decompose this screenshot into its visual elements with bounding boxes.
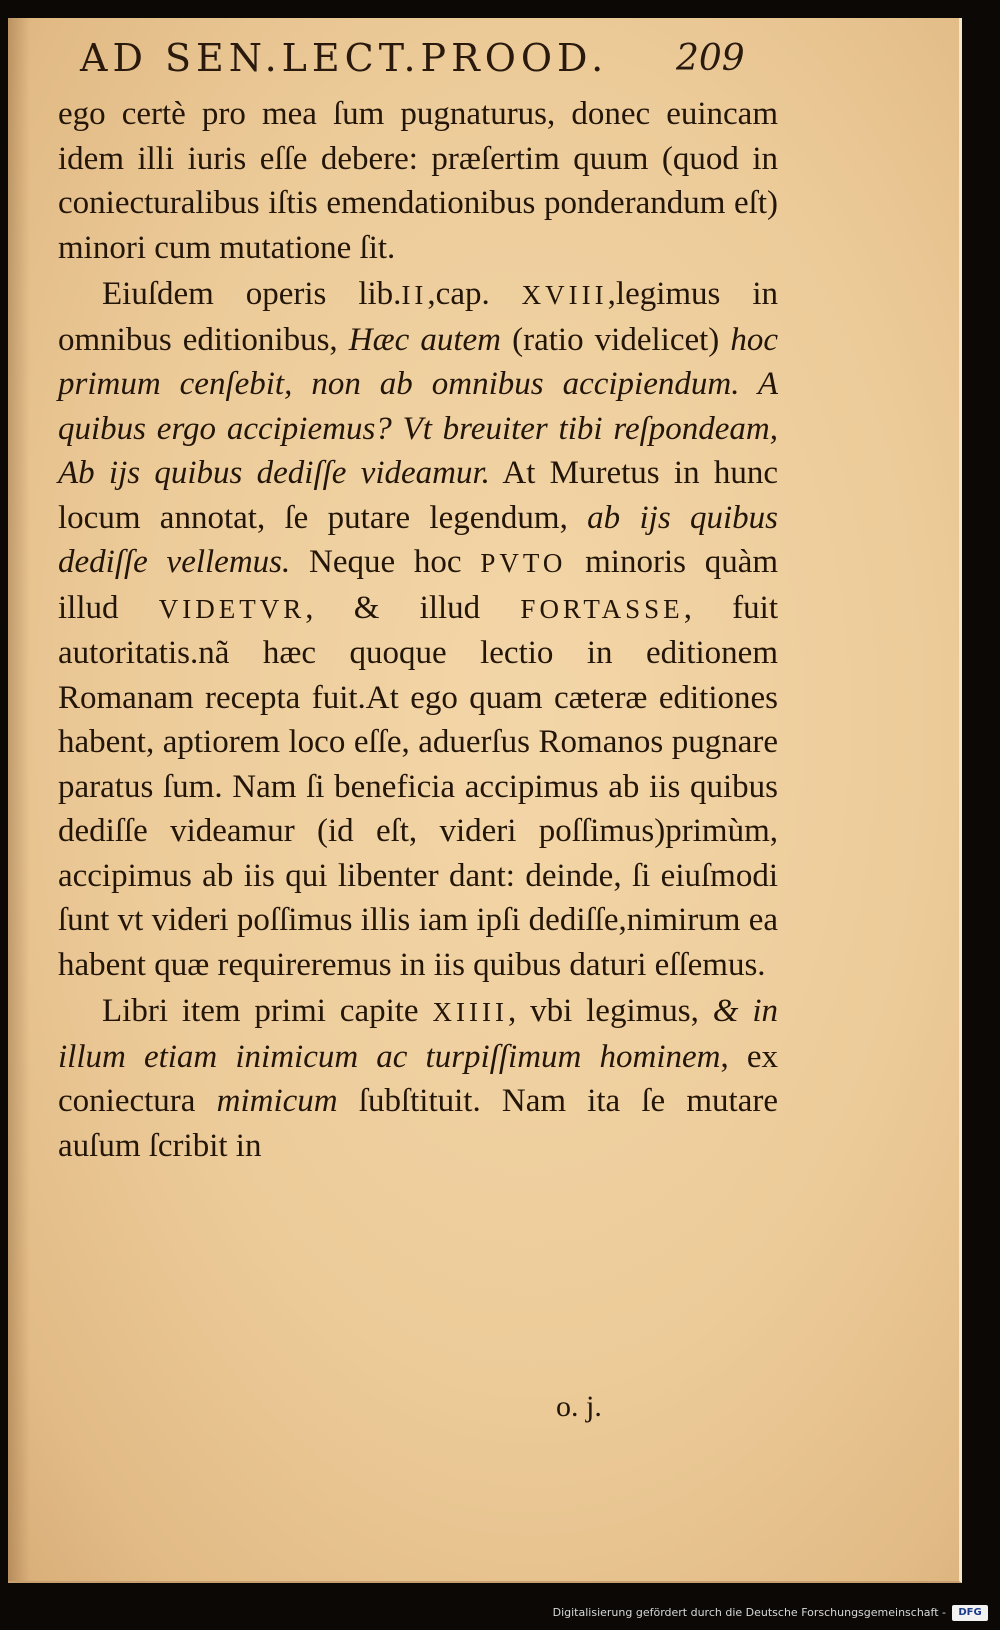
- p2-text-m: minoris quàm illud: [58, 544, 779, 626]
- p2-word-fortasse: FORTASSE: [520, 593, 684, 624]
- p2-text-o: , & illud: [305, 589, 481, 626]
- p2-text-g: (ratio videlicet): [512, 321, 720, 358]
- p3-text-c: , vbi legimus,: [507, 993, 699, 1029]
- p2-text-a: Eiuſdem operis lib.: [102, 276, 402, 312]
- funding-credit: Digitalisierung gefördert durch die Deutsche Forschungsgemeinschaft -: [552, 1606, 946, 1619]
- paragraph-3: [58, 989, 778, 1168]
- page-gutter-shadow: [8, 18, 30, 1581]
- p3-text-a: Libri item primi capite: [102, 993, 419, 1029]
- p3-quote-f: mimicum: [216, 1083, 338, 1119]
- paragraph-2: [58, 272, 778, 987]
- p3-numeral-chapter: XIIII: [432, 997, 508, 1027]
- page-number: 209: [676, 38, 745, 79]
- p2-text-e: ,legimus in omnibus editionibus,: [58, 276, 779, 358]
- p2-quote-f: Hæc autem: [348, 321, 502, 358]
- paragraph-1: [58, 92, 778, 270]
- p2-quote-h: hoc primum cenſebit, non ab omnibus accipiendum. A quibus ergo accipiemus? Vt breuiter tibi reſpondeam, Ab ijs quibus dediſſe videamur.: [58, 321, 779, 491]
- p2-word-puto: PVTO: [480, 548, 567, 578]
- p3-quote-d: & in illum etiam inimicum ac turpiſſimum hominem: [58, 993, 778, 1075]
- signature-mark: o. j.: [556, 1390, 602, 1423]
- paragraph-1-text: ego certè pro mea ſum pugnaturus, donec euincam idem illi iuris eſſe debere: præſertim quum (quod in coniecturalibus iſtis emendationibus ponderandum eſt) minori cum mutatione ſit.: [58, 96, 778, 266]
- p2-quote-j: ab ijs quibus dediſſe vellemus.: [58, 499, 778, 580]
- digitization-footer: [0, 1600, 1000, 1630]
- p2-numeral-chapter: XVIII: [521, 280, 608, 310]
- p2-numeral-book: II: [401, 280, 428, 310]
- p2-word-videtur: VIDETVR: [158, 593, 306, 624]
- p3-text-e: , ex coniectura: [58, 1038, 778, 1119]
- p2-text-k: Neque hoc: [309, 544, 462, 580]
- p2-text-c: ,cap.: [427, 276, 490, 312]
- p2-text-i: At Muretus in hunc locum annotat, ſe putare legendum,: [58, 455, 778, 536]
- running-head: [8, 36, 959, 86]
- main-text: [58, 92, 778, 1168]
- p2-text-q: , fuit autoritatis.nã hæc quoque lectio in editionem Romanam recepta fuit.At ego quam cæteræ editiones habent, aptiorem loco eſſe, aduerſus Romanos pugnare paratus ſum. Nam ſi beneficia accipimus ab iis quibus dediſſe videamur (id eſt, videri poſſimus)primùm, accipimus ab iis qui libenter dant: deinde, ſi eiuſmodi ſunt vt videri poſſimus illis iam ipſi dediſſe,nimirum ea habent quæ requireremus in iis quibus daturi eſſemus.: [58, 589, 779, 983]
- running-head-title: AD SEN.LECT.PROOD.: [80, 36, 609, 80]
- p3-text-g: ſubſtituit. Nam ita ſe mutare auſum ſcribit in: [58, 1083, 779, 1164]
- book-page: [8, 18, 962, 1583]
- dfg-logo: DFG: [952, 1605, 988, 1621]
